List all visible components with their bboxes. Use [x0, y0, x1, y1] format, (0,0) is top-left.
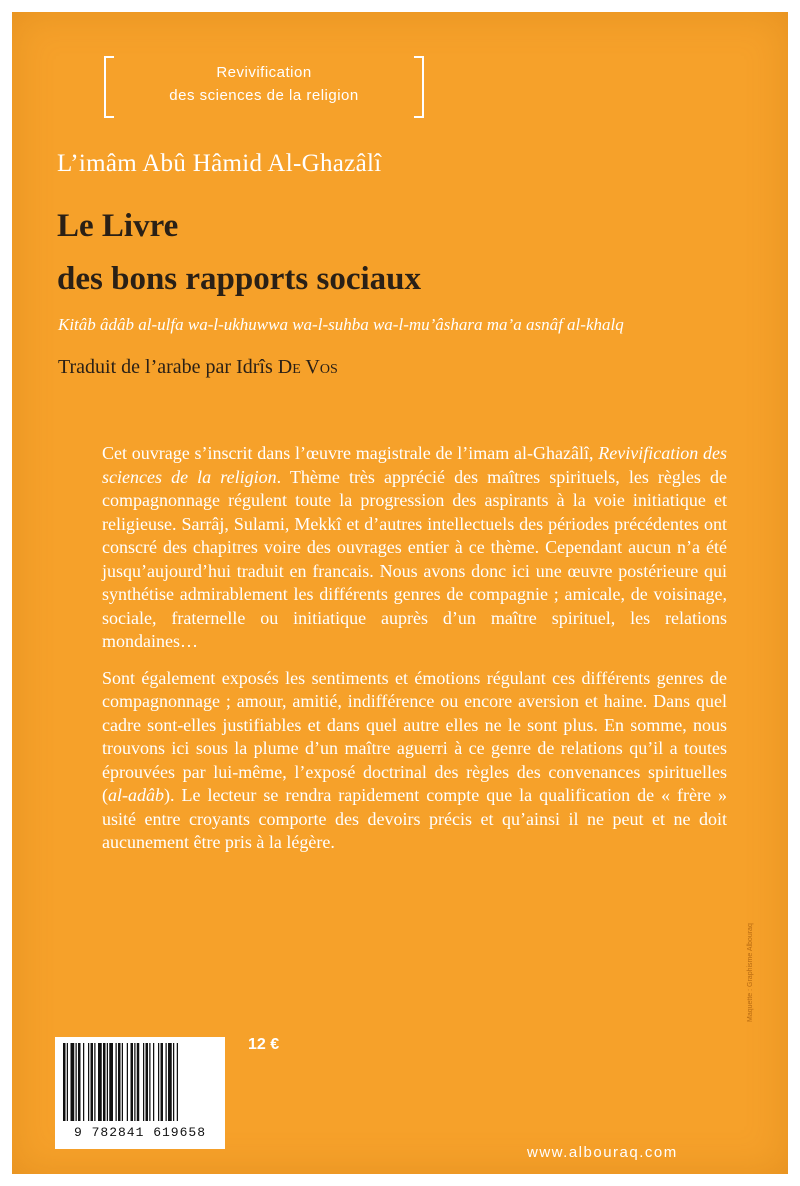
back-cover [12, 12, 788, 1174]
barcode-bar [143, 1043, 144, 1121]
barcode-bar [109, 1043, 113, 1121]
right-bracket [414, 56, 424, 118]
barcode-bar [88, 1043, 89, 1121]
barcode-bar [91, 1043, 94, 1121]
barcode-bar [146, 1043, 149, 1121]
series-line-1: Revivification [216, 64, 312, 81]
summary-p1-italic: Revivification des sciences de la religion [102, 443, 728, 487]
barcode-bar [149, 1043, 150, 1121]
title-line-1: Le Livre [57, 208, 179, 244]
barcode-bar [98, 1043, 102, 1121]
publisher-website[interactable]: www.albouraq.com [527, 1144, 678, 1161]
barcode-bar [118, 1043, 121, 1121]
price: 12 € [248, 1036, 280, 1053]
summary-p2-start: Sont également exposés les sentiments et émotions régulant ces différents genres de compagnonnage ; amour, amitié, indifférence ou encore aversion et haine. Dans quel cadre sont-elles justifiables et dans quel autre elles ne le sont plus. En somme, nous trouvons ici sous la plume d’un maître aguerri à ce genre de relations qu’il a toutes éprouvées par lui-même, l’exposé doctrinal des règles des convenances spirituelles ( [102, 667, 727, 805]
barcode-bar [94, 1043, 95, 1121]
barcode-bar [177, 1043, 178, 1121]
barcode-bar [76, 1043, 77, 1121]
barcode-label [55, 1037, 225, 1149]
barcode-bar [83, 1043, 84, 1121]
barcode-bar [127, 1043, 128, 1121]
barcode-bar [161, 1043, 164, 1121]
author-name: L’imâm Abû Hâmid Al-Ghazâlî [57, 150, 382, 177]
arabic-title-transliteration: Kitâb âdâb al-ulfa wa-l-ukhuwwa wa-l-suhba wa-l-mu’âshara ma’a asnâf al-khalq [58, 315, 624, 334]
summary-p1-rest: . Thème très apprécié des maîtres spirituels, les règles de compagnonnage régulent toute la progression des aspirants à la voie initiatique et religieuse. Sarrâj, Sulami, Mekkî et d’autres intellectuels des périodes précédentes ont conscré des chapitres voire des ouvrages entier à ce thème. Cependant aucun n’a été jusqu’aujourd’hui traduit en francais. Nous avons donc ici une œuvre postérieure qui synthétise admirablement les différents genres de compagnie ; amicale, de voisinage, sociale, fraternelle ou initiatique auprès d’un maître spirituel, les relations mondaines… [102, 466, 727, 651]
series-label [104, 56, 424, 118]
barcode-bar [103, 1043, 106, 1121]
barcode-bar [166, 1043, 167, 1121]
isbn-number: 9 782841 619658 [73, 1125, 207, 1140]
summary-paragraph-1 [102, 442, 727, 654]
barcode-bar [153, 1043, 154, 1121]
translator-surname: De Vos [277, 356, 338, 378]
translator-prefix: Traduit de l’arabe par Idrîs [58, 356, 273, 378]
series-line-2: des sciences de la religion [169, 87, 359, 104]
summary-paragraph-2 [102, 667, 727, 855]
barcode-bar [137, 1043, 140, 1121]
summary-p2-italic: al-adâb [108, 785, 164, 805]
barcode-bar [173, 1043, 174, 1121]
barcode-bar [131, 1043, 134, 1121]
design-credit: Maquette : Graphisme Albouraq [747, 923, 754, 1022]
barcode-bar [63, 1043, 66, 1121]
barcode-bar [107, 1043, 108, 1121]
summary-p2-rest: ). Le lecteur se rendra rapidement compte que la qualification de « frère » usité entre croyants comporte des devoirs précis et qu’ainsi il ne peut et ne doit aucunement être pris à la légère. [102, 785, 727, 852]
summary-p1-start: Cet ouvrage s’inscrit dans l’œuvre magistrale de l’imam al-Ghazâlî, [102, 443, 594, 463]
barcode-bar [168, 1043, 172, 1121]
translator-credit [58, 356, 338, 379]
barcode-bar [71, 1043, 75, 1121]
barcode-bar [158, 1043, 159, 1121]
barcode-bar [78, 1043, 81, 1121]
barcode-bar [122, 1043, 123, 1121]
barcode-bar [116, 1043, 117, 1121]
book-summary [102, 442, 727, 868]
barcode-bar [134, 1043, 135, 1121]
barcode-icon [63, 1043, 217, 1121]
barcode-bar [67, 1043, 68, 1121]
title-line-2: des bons rapports sociaux [57, 261, 421, 297]
